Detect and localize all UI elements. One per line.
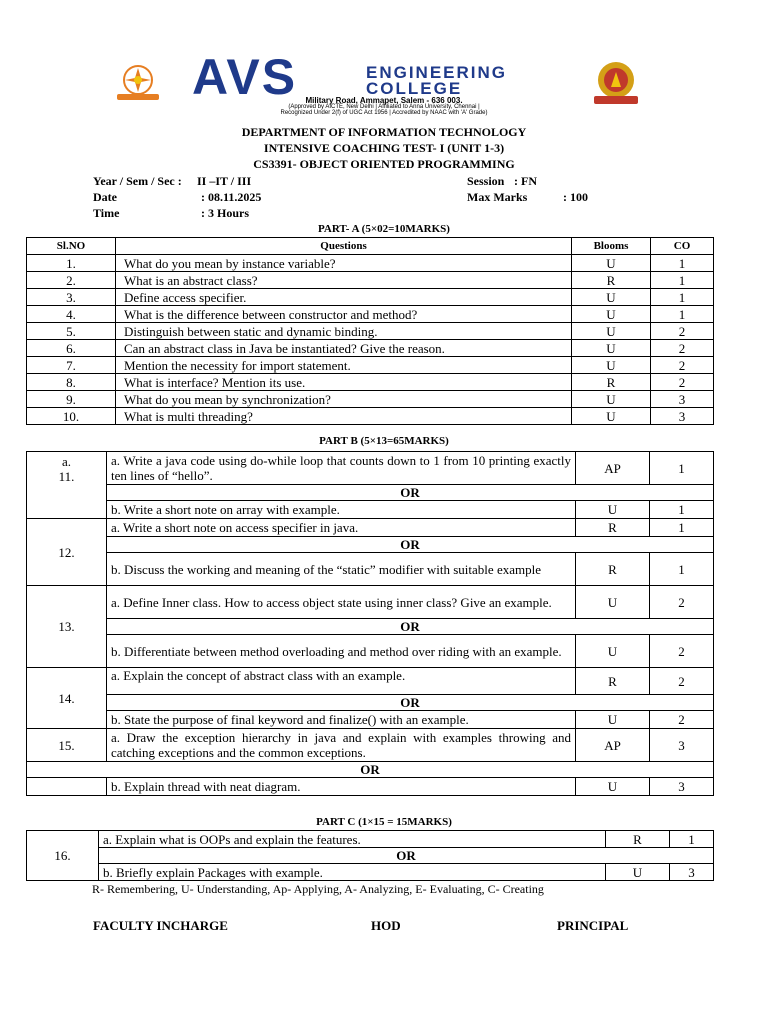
q12-no: 12.	[27, 519, 107, 586]
part-b-table	[26, 451, 714, 796]
table-row	[27, 289, 714, 306]
q14b-co: 2	[650, 711, 714, 729]
department-title: DEPARTMENT OF INFORMATION TECHNOLOGY	[241, 125, 527, 139]
table-row	[27, 864, 714, 881]
row-question: What is interface? Mention its use.	[116, 374, 572, 391]
test-title: INTENSIVE COACHING TEST- I (UNIT 1-3)	[263, 141, 505, 155]
row-blooms: R	[572, 374, 651, 391]
table-row	[27, 668, 714, 695]
q15b-co: 3	[650, 778, 714, 796]
col-blooms: Blooms	[572, 238, 651, 255]
q14a-blooms: R	[576, 668, 650, 695]
row-question: What do you mean by synchronization?	[116, 391, 572, 408]
q15b-text: b. Explain thread with neat diagram.	[107, 778, 576, 796]
table-row	[27, 778, 714, 796]
year-value: II –IT / III	[197, 174, 252, 188]
maxmarks-value: : 100	[563, 190, 588, 204]
row-co: 1	[651, 255, 714, 272]
table-row	[27, 619, 714, 635]
q13-no: 13.	[27, 586, 107, 668]
or-label: OR	[107, 695, 714, 711]
row-number: 5.	[27, 323, 116, 340]
q15b-empty	[27, 778, 107, 796]
time-value: : 3 Hours	[201, 206, 249, 220]
q11-no: 11.	[58, 469, 75, 484]
table-row	[27, 501, 714, 519]
q11b-co: 1	[650, 501, 714, 519]
q13b-blooms: U	[576, 635, 650, 668]
q11b-text: b. Write a short note on array with example.	[107, 501, 576, 519]
row-blooms: U	[572, 408, 651, 425]
q15a-text: a. Draw the exception hierarchy in java and explain with examples throwing and catching exceptions and the common exceptions.	[107, 729, 576, 762]
q11a-co: 1	[650, 452, 714, 485]
table-row	[27, 695, 714, 711]
or-label: OR	[107, 619, 714, 635]
date-label: Date	[93, 190, 117, 204]
row-blooms: U	[572, 306, 651, 323]
row-blooms: R	[572, 272, 651, 289]
q16-no: 16.	[27, 831, 99, 881]
part-b-title: PART B (5×13=65MARKS)	[319, 435, 449, 447]
q11a-blooms: AP	[576, 452, 650, 485]
table-row	[27, 762, 714, 778]
date-value: : 08.11.2025	[201, 190, 262, 204]
table-row	[27, 711, 714, 729]
row-number: 10.	[27, 408, 116, 425]
college-address: Military Road, Ammapet, Salem - 636 003.	[305, 96, 463, 105]
blooms-legend: R- Remembering, U- Understanding, Ap- Applying, A- Analyzing, E- Evaluating, C- Creating	[92, 882, 544, 896]
table-row	[27, 391, 714, 408]
row-number: 1.	[27, 255, 116, 272]
row-co: 2	[651, 374, 714, 391]
table-header-row	[27, 238, 714, 255]
q13b-text: b. Differentiate between method overloading and method over riding with an example.	[107, 635, 576, 668]
brand-engineering: ENGINEERING	[366, 63, 508, 82]
table-row	[27, 586, 714, 619]
row-question: Distinguish between static and dynamic binding.	[116, 323, 572, 340]
col-questions: Questions	[116, 238, 572, 255]
or-label: OR	[27, 762, 714, 778]
q14-no: 14.	[27, 668, 107, 729]
row-question: What is an abstract class?	[116, 272, 572, 289]
table-row	[27, 729, 714, 762]
row-question: Mention the necessity for import statement.	[116, 357, 572, 374]
maxmarks-label: Max Marks	[467, 190, 528, 204]
q12a-co: 1	[650, 519, 714, 537]
table-row	[27, 255, 714, 272]
session-value: : FN	[514, 174, 537, 188]
row-blooms: U	[572, 323, 651, 340]
signature-hod: HOD	[371, 918, 401, 933]
table-row	[27, 553, 714, 586]
q13a-text: a. Define Inner class. How to access object state using inner class? Give an example.	[107, 586, 576, 619]
table-row	[27, 323, 714, 340]
q13b-co: 2	[650, 635, 714, 668]
row-blooms: U	[572, 340, 651, 357]
part-c-title: PART C (1×15 = 15MARKS)	[316, 816, 452, 828]
table-row	[27, 848, 714, 864]
row-number: 7.	[27, 357, 116, 374]
or-label: OR	[107, 537, 714, 553]
row-blooms: U	[572, 289, 651, 306]
q14b-text: b. State the purpose of final keyword and finalize() with an example.	[107, 711, 576, 729]
row-number: 2.	[27, 272, 116, 289]
q15a-co: 3	[650, 729, 714, 762]
row-co: 2	[651, 323, 714, 340]
brand-college: COLLEGE	[366, 79, 463, 98]
year-label: Year / Sem / Sec :	[93, 174, 182, 188]
table-row	[27, 635, 714, 668]
course-title: CS3391- OBJECT ORIENTED PROGRAMMING	[253, 157, 515, 171]
row-co: 1	[651, 306, 714, 323]
q13a-co: 2	[650, 586, 714, 619]
q15b-blooms: U	[576, 778, 650, 796]
row-question: Define access specifier.	[116, 289, 572, 306]
q12b-blooms: R	[576, 553, 650, 586]
row-co: 1	[651, 289, 714, 306]
table-row	[27, 485, 714, 501]
row-co: 1	[651, 272, 714, 289]
row-number: 4.	[27, 306, 116, 323]
table-row	[27, 357, 714, 374]
session-label: Session	[467, 174, 505, 188]
row-co: 3	[651, 408, 714, 425]
brand-avs: AVS	[192, 49, 298, 105]
table-row	[27, 452, 714, 485]
q11-prefix: a.	[61, 454, 72, 469]
row-co: 2	[651, 357, 714, 374]
q11b-blooms: U	[576, 501, 650, 519]
or-label: OR	[107, 485, 714, 501]
table-row	[27, 306, 714, 323]
q16a-co: 1	[670, 831, 714, 848]
time-label: Time	[93, 206, 120, 220]
q16b-co: 3	[670, 864, 714, 881]
part-c-table	[26, 830, 714, 881]
q14b-blooms: U	[576, 711, 650, 729]
table-row	[27, 537, 714, 553]
approval-line-2: Recognized Under 2(f) of UGC Act 1956 | Accredited by NAAC with 'A' Grade)	[280, 110, 488, 116]
row-blooms: U	[572, 391, 651, 408]
approval-line-1: (Approved by AICTE, New Delhi | Affiliated to Anna University, Chennai |	[288, 104, 480, 110]
signature-principal: PRINCIPAL	[557, 918, 629, 933]
q14a-text: a. Explain the concept of abstract class with an example.	[107, 668, 576, 695]
q11-number	[27, 452, 107, 519]
q12b-text: b. Discuss the working and meaning of the “static” modifier with suitable example	[107, 553, 576, 586]
table-row	[27, 831, 714, 848]
row-number: 8.	[27, 374, 116, 391]
table-row	[27, 408, 714, 425]
signature-faculty: FACULTY INCHARGE	[93, 918, 228, 933]
row-question: What is the difference between constructor and method?	[116, 306, 572, 323]
row-blooms: U	[572, 357, 651, 374]
row-co: 2	[651, 340, 714, 357]
row-number: 6.	[27, 340, 116, 357]
q11a-text: a. Write a java code using do-while loop that counts down to 1 from 10 printing exactly ten lines of “hello”.	[107, 452, 576, 485]
table-row	[27, 374, 714, 391]
or-label: OR	[99, 848, 714, 864]
q16b-text: b. Briefly explain Packages with example.	[99, 864, 606, 881]
part-a-table	[26, 237, 714, 425]
q16a-text: a. Explain what is OOPs and explain the features.	[99, 831, 606, 848]
q16a-blooms: R	[606, 831, 670, 848]
row-co: 3	[651, 391, 714, 408]
q15-no: 15.	[27, 729, 107, 762]
row-number: 3.	[27, 289, 116, 306]
letterhead	[0, 49, 768, 116]
col-slno: Sl.NO	[27, 238, 116, 255]
row-blooms: U	[572, 255, 651, 272]
col-co: CO	[651, 238, 714, 255]
row-question: What is multi threading?	[116, 408, 572, 425]
q12a-blooms: R	[576, 519, 650, 537]
q12a-text: a. Write a short note on access specifier in java.	[107, 519, 576, 537]
q14a-co: 2	[650, 668, 714, 695]
part-a-title: PART- A (5×02=10MARKS)	[318, 223, 450, 235]
row-question: Can an abstract class in Java be instantiated? Give the reason.	[116, 340, 572, 357]
table-row	[27, 272, 714, 289]
row-question: What do you mean by instance variable?	[116, 255, 572, 272]
q15a-blooms: AP	[576, 729, 650, 762]
table-row	[27, 519, 714, 537]
q12b-co: 1	[650, 553, 714, 586]
table-row	[27, 340, 714, 357]
q16b-blooms: U	[606, 864, 670, 881]
q13a-blooms: U	[576, 586, 650, 619]
row-number: 9.	[27, 391, 116, 408]
